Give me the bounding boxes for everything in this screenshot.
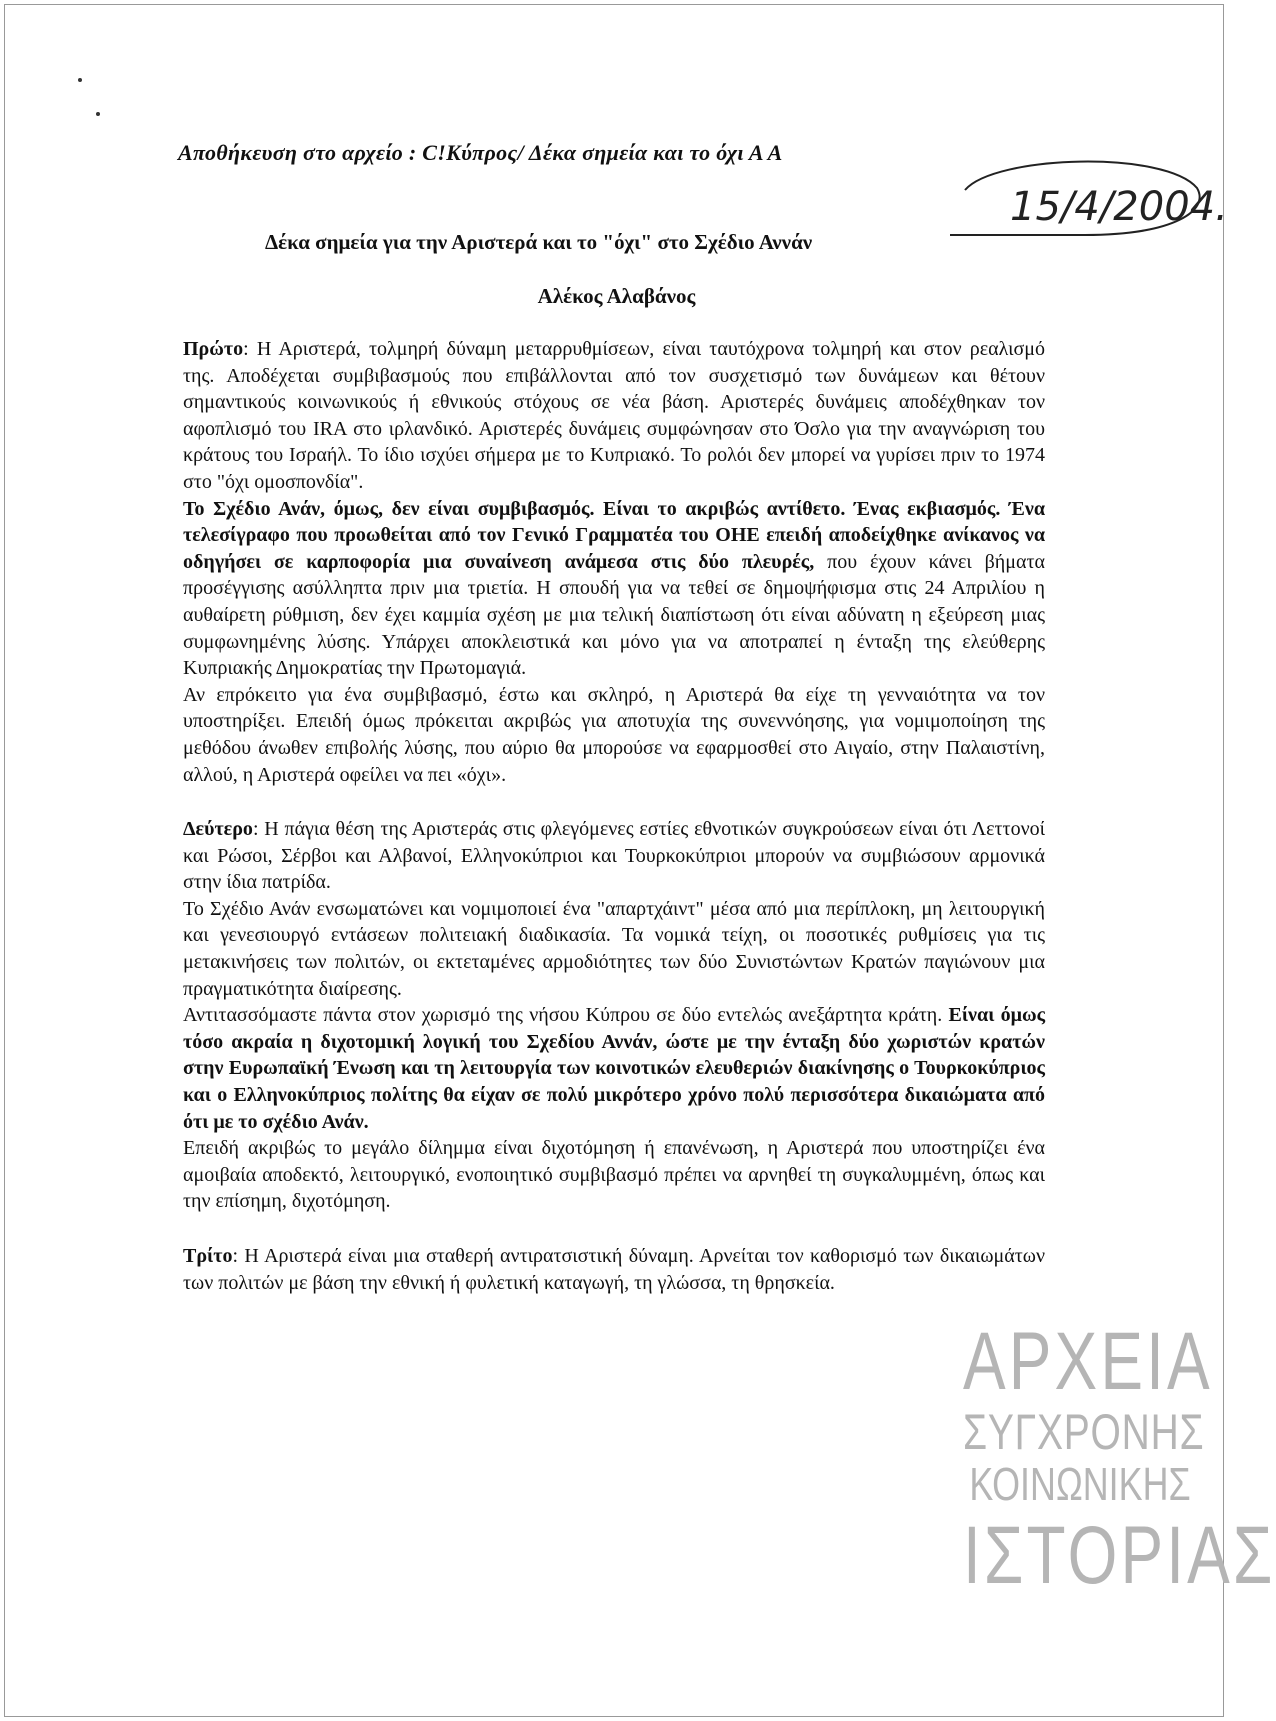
paragraph: Επειδή ακριβώς το μεγάλο δίλημμα είναι διχοτόμηση ή επανένωση, η Αριστερά που υποστηρίζει ένα αμοιβαία αποδεκτό, λειτουργικό, ενοποιητικό συμβιβασμό πρέπει να αρνηθεί τη συγκαλυμμένη, όπως και την επίσημη, διχοτόμηση. [183,1137,1045,1213]
watermark-line: ΚΟΙΝΩΝΙΚΗΣ [969,1458,1191,1510]
author-name: Αλέκος Αλαβάνος [537,284,696,308]
paragraph: Το Σχέδιο Ανάν ενσωματώνει και νομιμοποιεί ένα "απαρτχάιντ" μέσα από μια περίπλοκη, μη λειτουργική και γενεσιουργό εντάσεων πολιτειακή διαδικασία. Τα νομικά τείχη, οι ποσοτικές ρυθμίσεις για τις μετακινήσεις των πολιτών, οι εκτεταμένες αρμοδιότητες των δύο Συνιστώντων Κρατών παγιώνουν μια πραγματικότητα διαίρεσης. [183,897,1045,1000]
document-body [183,336,1045,1296]
paragraph: Το Σχέδιο Ανάν, όμως, δεν είναι συμβιβασμός. Είναι το ακριβώς αντίθετο. Ένας εκβιασμός. Ένα τελεσίγραφο που προωθείται από τον Γενικό Γραμματέα του ΟΗΕ επειδή αποδείχθηκε ανίκανος να οδηγήσει σε καρποφορία μια συναίνεση ανάμεσα στις δύο πλευρές, που έχουν κάνει βήματα προσέγγισης ασύλληπτα πριν μια τριετία. Η σπουδή για να τεθεί σε δημοψήφισμα στις 24 Απριλίου η αυθαίρετη ρύθμιση, δεν έχει καμμία σχέση με μια τελική διαπίστωση ότι είναι αδύνατη η εξεύρεση μιας συμφωνημένης λύσης. Υπάρχει αποκλειστικά και μόνο για να αποτραπεί η ένταξη της ελεύθερης Κυπριακής Δημοκρατίας την Πρωτομαγιά. [183,497,1045,680]
scan-speck [78,78,82,82]
scan-speck [96,112,100,116]
section-label: Δεύτερο [183,818,253,841]
date-stamp-text: 15/4/2004. [1010,184,1228,230]
section-label: Τρίτο [183,1245,233,1267]
section-label: Πρώτο [183,338,244,360]
watermark-line: ΙΣΤΟΡΙΑΣ [963,1510,1276,1601]
handwritten-date-stamp [935,150,1228,260]
paragraph: Αντιτασσόμαστε πάντα στον χωρισμό της νήσου Κύπρου σε δύο εντελώς ανεξάρτητα κράτη. Είναι όμως τόσο ακραία η διχοτομική λογική του Σχεδίου Αννάν, ώστε με την ένταξη δύο χωριστών κρατών στην Ευρωπαϊκή Ένωση και τη λειτουργία των κοινοτικών ελευθεριών διακίνησης ο Τουρκοκύπριος και ο Ελληνοκύπριος πολίτης θα είχαν σε πολύ μικρότερο χρόνο πολύ περισσότερα δικαιώματα από ότι με το σχέδιο Ανάν. [183,1004,1046,1133]
paragraph: Πρώτο: Η Αριστερά, τολμηρή δύναμη μεταρρυθμίσεων, είναι ταυτόχρονα τολμηρή και στον ρεαλισμό της. Αποδέχεται συμβιβασμούς που επιβάλλονται από τον συσχετισμό των δυνάμεων και θέτουν σημαντικούς κοινωνικούς ή εθνικούς στόχους σε νέα βάση. Αριστερές δυνάμεις αποδέχθηκαν τον αφοπλισμό του IRA στο ιρλανδικό. Αριστερές δυνάμεις συμφώνησαν στο Όσλο για την αναγνώριση του κράτους του Ισραήλ. Το ίδιο ισχύει σήμερα με το Κυπριακό. Το ρολόι δεν μπορεί να γυρίσει πριν το 1974 στο "όχι ομοσπονδία". [183,338,1045,493]
file-path-header: Αποθήκευση στο αρχείο : C!Κύπρος/ Δέκα σημεία και το όχι Α Α [178,140,783,165]
watermark-line: ΣΥΓΧΡΟΝΗΣ [963,1404,1205,1460]
paragraph: Δεύτερο: Η πάγια θέση της Αριστεράς στις φλεγόμενες εστίες εθνοτικών συγκρούσεων είναι ότι Λεττονοί και Ρώσοι, Σέρβοι και Αλβανοί, Ελληνοκύπριοι και Τουρκοκύπριοι μπορούν να συμβιώσουν αρμονικά στην ίδια πατρίδα. [183,818,1045,894]
paragraph: Αν επρόκειτο για ένα συμβιβασμό, έστω και σκληρό, η Αριστερά θα είχε τη γενναιότητα να τον υποστηρίξει. Επειδή όμως πρόκειται ακριβώς για αποτυχία της συνεννόησης, για νομιμοποίηση της μεθόδου άνωθεν επιβολής λύσης, που αύριο θα μπορούσε να εφαρμοσθεί στο Αιγαίο, στην Παλαιστίνη, αλλού, η Αριστερά οφείλει να πει «όχι». [183,683,1045,786]
paragraph: Τρίτο: Η Αριστερά είναι μια σταθερή αντιρατσιστική δύναμη. Αρνείται τον καθορισμό των δικαιωμάτων των πολιτών με βάση την εθνική ή φυλετική καταγωγή, τη γλώσσα, τη θρησκεία. [183,1245,1045,1294]
document-title: Δέκα σημεία για την Αριστερά και το "όχι" στο Σχέδιο Αννάν [265,230,813,254]
watermark-line: ΑΡΧΕΙΑ [963,1316,1213,1407]
